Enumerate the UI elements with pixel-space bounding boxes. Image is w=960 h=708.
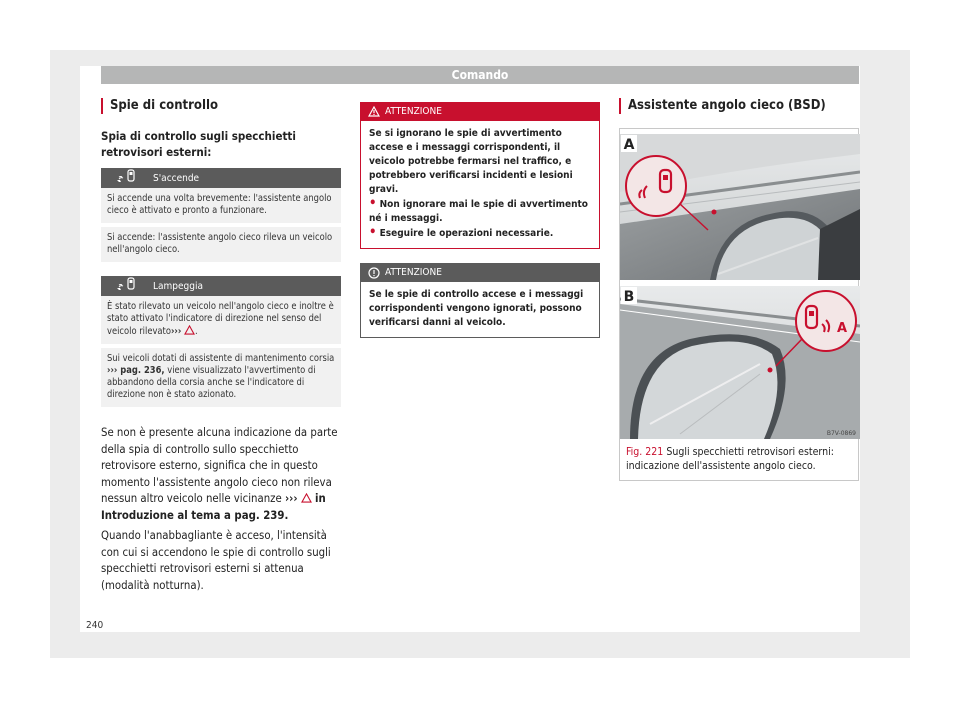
panel-b-label: B xyxy=(623,289,635,305)
left-column xyxy=(101,98,341,598)
chapter-header: Comando xyxy=(101,66,859,84)
right-column xyxy=(619,98,859,481)
page-link[interactable]: ››› pag. 236, xyxy=(107,365,165,376)
section-title: Spie di controllo xyxy=(101,98,341,114)
section-title: Assistente angolo cieco (BSD) xyxy=(619,98,859,114)
svg-text:A: A xyxy=(836,321,848,336)
figure-caption: Fig. 221 Sugli specchietti retrovisori esterni: indicazione dell'assistente angolo cieco. xyxy=(626,446,834,472)
warning-triangle-icon xyxy=(184,325,195,335)
night-mode-paragraph: Quando l'anabbagliante è acceso, l'intensità con cui si accendono le spie di controllo sugli specchietti retrovisori esterni si attenua (modalità notturna). xyxy=(101,529,331,592)
table-row: È stato rilevato un veicolo nell'angolo cieco e inoltre è stato attivato l'indicatore di direzione nel senso del veicolo rilevato››› . xyxy=(101,296,341,346)
table-header: Lampeggia xyxy=(101,276,341,296)
blind-spot-mirror-icon xyxy=(101,277,153,295)
lead-text: Spia di controllo sugli specchietti retrovisori esterni: xyxy=(101,129,296,159)
caution-title: ATTENZIONE xyxy=(385,267,442,278)
body-text: Se non è presente alcuna indicazione da parte della spia di controllo sullo specchietto retrovisore esterno, significa che in questo momento l'assistente angolo cieco non rileva nessun altro veicolo nelle vicinanze ››› in Introduzione al tema a pag. 239. Quando l'anabbagliante è acceso, l'intensità con cui si accendono le spie di controllo sugli specchietti retrovisori esterni si attenua (modalità notturna). xyxy=(101,425,341,594)
table-row: Si accende una volta brevemente: l'assistente angolo cieco è attivato e pronto a funzionare. xyxy=(101,188,341,225)
panel-a-label: A xyxy=(623,137,635,153)
info-circle-icon xyxy=(368,267,380,279)
intro-link[interactable]: in Introduzione al tema a pag. 239. xyxy=(101,492,326,522)
warning-triangle-icon xyxy=(301,493,312,503)
figure xyxy=(619,128,859,481)
table-header: S'accende xyxy=(101,168,341,188)
warning-title: ATTENZIONE xyxy=(385,106,442,117)
indicator-table-flash xyxy=(101,276,341,411)
list-item: • Non ignorare mai le spie di avvertimento né i messaggi. xyxy=(369,196,588,224)
indicator-table-on xyxy=(101,168,341,266)
table-row: Sui veicoli dotati di assistente di mantenimento corsia ››› pag. 236, viene visualizzato l'avvertimento di abbandono della corsia anche se l'indicatore di direzione non è stato azionato. xyxy=(101,346,341,409)
table-row: Si accende: l'assistente angolo cieco rileva un veicolo nell'angolo cieco. xyxy=(101,225,341,264)
page-number: 240 xyxy=(86,620,104,631)
warning-box xyxy=(360,102,600,249)
middle-column xyxy=(360,102,600,352)
caution-box xyxy=(360,263,600,338)
mirror-illustration xyxy=(620,134,860,439)
blind-spot-mirror-icon xyxy=(101,169,153,187)
warning-triangle-icon xyxy=(368,106,380,117)
figure-code: B7V-0869 xyxy=(826,430,856,437)
caution-text: Se le spie di controllo accese e i messaggi corrispondenti vengono ignorati, possono verificarsi danni al veicolo. xyxy=(369,289,584,328)
warning-text: Se si ignorano le spie di avvertimento accese e i messaggi corrispondenti, il veicolo potrebbe fermarsi nel traffico, e potrebbero verificarsi incidenti e lesioni gravi. xyxy=(369,128,573,195)
list-item: • Eseguire le operazioni necessarie. xyxy=(369,225,554,240)
